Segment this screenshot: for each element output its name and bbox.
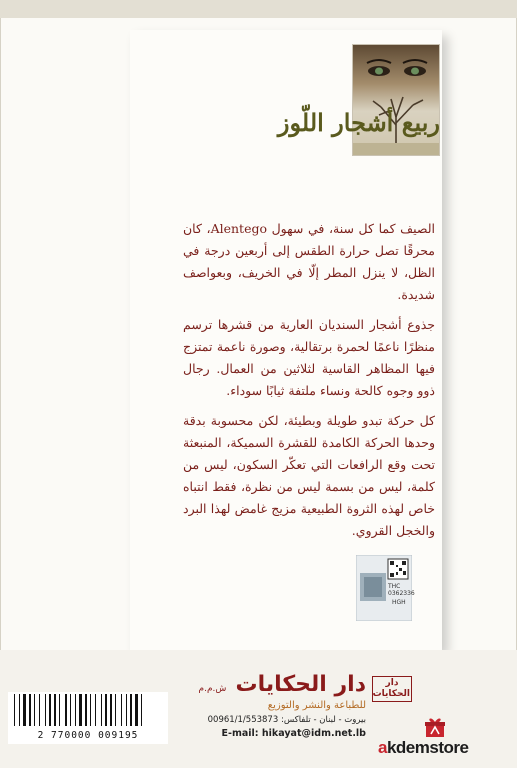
- gift-box-icon: [423, 716, 447, 738]
- publisher-name: دار الحكايات: [235, 672, 366, 697]
- store-name-rest: kdemstore: [386, 738, 469, 757]
- publisher-logo: [372, 676, 412, 704]
- publisher-email: E-mail: hikayat@idm.net.lb: [221, 728, 366, 739]
- hologram-sticker: [356, 555, 415, 621]
- book-title: ربيع أشجار اللّوز: [277, 108, 440, 137]
- publisher-tagline: للطباعة والنشر والتوزيع: [267, 700, 366, 711]
- publisher-logo-text: دار الحكايات: [372, 676, 412, 702]
- blurb-paragraph: كل حركة تبدو طويلة وبطيئة، لكن محسوبة بدقة وحدها الحركة الكامدة للقشرة السميكة، المنبعثة تحت وقع الرافعات التي تعكّر السكون، ليس من كلمة، ليس من بسمة ليس من نظرة، فقط انتباه خاص لهذه الثروة الطبيعية مزيج غامض لهذا البرد والخجل القروي.: [183, 413, 435, 538]
- sticker-label: HGH: [392, 599, 406, 606]
- store-name: [378, 738, 513, 758]
- publisher-address: بيروت - لبنان - تلفاكس: 00961/1/553873: [207, 715, 366, 725]
- blurb-paragraph: جذوع أشجار السنديان العارية من قشرها ترسم منظرًا ناعمًا لحمرة برتقالية، وصورة ناعمة تمتزج فيها المظاهر القاسية لثلاثين من العمال. رجال ذوو وجوه كالحة ونساء ملتفة ثيابًا سوداء.: [183, 317, 435, 398]
- barcode-number: 2 770000 009195: [37, 730, 139, 741]
- sticker-code: THC 0362336: [388, 583, 415, 597]
- publisher-suffix: ش.م.م: [198, 684, 227, 694]
- barcode-bars: [8, 692, 168, 728]
- top-band: [0, 0, 517, 18]
- publisher-block: [176, 672, 366, 740]
- cover-photo-art: [353, 45, 439, 155]
- akdemstore-logo: [378, 716, 513, 756]
- store-name-a: a: [378, 738, 387, 757]
- blurb: [183, 218, 435, 550]
- cover-photo: [352, 44, 440, 156]
- blurb-paragraph: الصيف كما كل سنة، في سهول Alentego، كان محرقًا تصل حرارة الطقس إلى أربعين درجة في الظل، لا ينزل المطر إلّا في الخريف، وبعواصف شديدة.: [183, 221, 435, 302]
